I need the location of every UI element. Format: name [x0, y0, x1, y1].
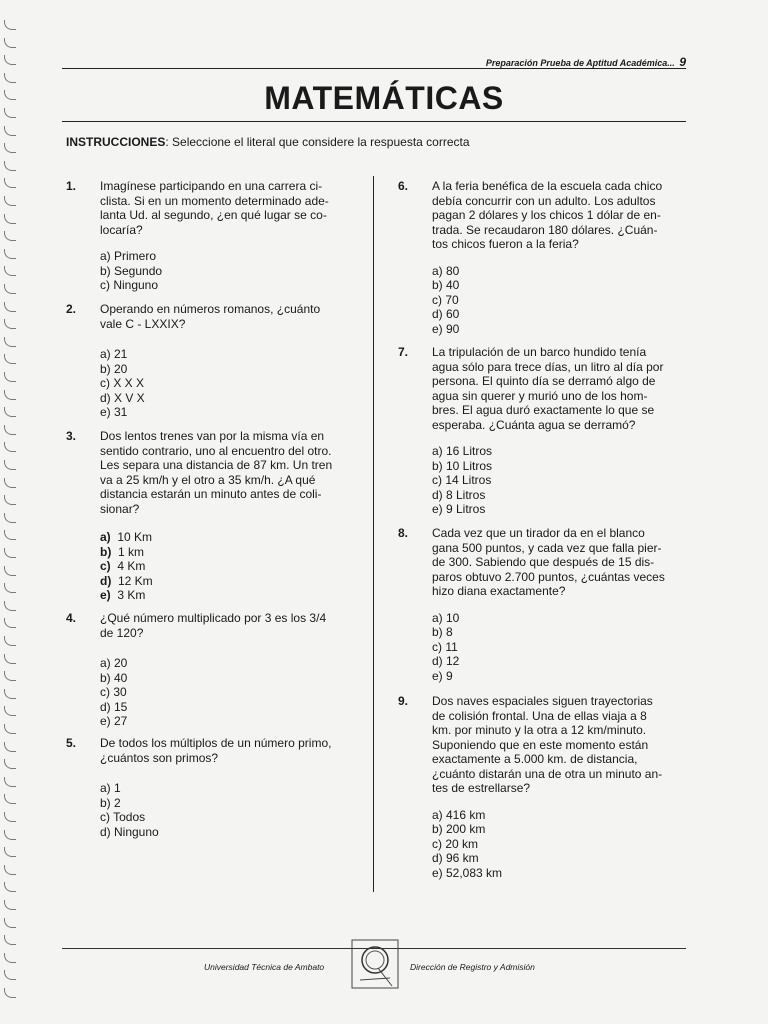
answer-options — [432, 611, 459, 684]
binding-ring — [4, 618, 16, 628]
question-line: pagan 2 dólares y los chicos 1 dólar de en- — [432, 208, 661, 222]
binding-ring — [4, 513, 16, 523]
binding-ring — [4, 266, 16, 276]
binding-ring — [4, 953, 16, 963]
binding-ring — [4, 830, 16, 840]
question-text — [100, 302, 320, 331]
question-text — [432, 345, 663, 432]
instructions-label: INSTRUCCIONES — [66, 135, 166, 149]
question-line: A la feria benéfica de la escuela cada chico — [432, 179, 663, 193]
answer-options — [100, 347, 145, 420]
binding-ring — [4, 812, 16, 822]
binding-ring — [4, 178, 16, 188]
question-line: ¿cuánto distarán una de otra un minuto an- — [432, 766, 663, 781]
answer-option: b) 10 Litros — [432, 458, 493, 473]
question-line: debía concurrir con un adulto. Los adultos — [432, 193, 656, 208]
answer-option: d) 60 — [432, 307, 460, 321]
question-line: gana 500 puntos, y cada vez que falla pier- — [432, 540, 662, 555]
answer-option: a) Primero — [100, 249, 157, 263]
question-line: Dos naves espaciales siguen trayectorias — [432, 694, 653, 708]
question-line: agua sólo para trece días, un litro al día por — [432, 359, 664, 374]
binding-ring — [4, 231, 16, 241]
question-line: Operando en números romanos, ¿cuánto — [100, 302, 321, 316]
binding-ring — [4, 196, 16, 206]
binding-ring — [4, 214, 16, 224]
answer-option: c) 14 Litros — [432, 473, 492, 487]
title-rule — [62, 121, 686, 122]
binding-ring — [4, 478, 16, 488]
binding-ring — [4, 935, 16, 945]
answer-option: a) 21 — [100, 347, 128, 361]
binding-ring — [4, 689, 16, 699]
answer-options — [432, 264, 459, 337]
question-line: La tripulación de un barco hundido tenía — [432, 345, 647, 359]
answer-options — [100, 781, 159, 839]
binding-ring — [4, 302, 16, 312]
answer-option: e) 31 — [100, 405, 128, 419]
binding-ring — [4, 918, 16, 928]
column-divider — [373, 176, 374, 892]
question-line: persona. El quinto día se derramó algo de — [432, 374, 656, 388]
answer-option: d) X V X — [100, 390, 145, 405]
answer-option: e) 27 — [100, 714, 128, 728]
question-number: 8. — [398, 526, 409, 540]
question-line: bres. El agua duró exactamente lo que se — [432, 403, 655, 417]
binding-ring — [4, 249, 16, 259]
answer-option: c) Todos — [100, 810, 146, 824]
question-number: 5. — [66, 736, 77, 750]
answer-option: b) 8 — [432, 625, 453, 639]
answer-option: e) 9 — [432, 668, 453, 683]
answer-option: b) 200 km — [432, 822, 486, 836]
binding-ring — [4, 548, 16, 558]
binding-ring — [4, 284, 16, 294]
question-number: 4. — [66, 611, 77, 625]
answer-option: b) 20 — [100, 361, 128, 376]
binding-ring — [4, 706, 16, 716]
answer-option: c) X X X — [100, 376, 145, 390]
question-line: distancia estarán un minuto antes de coli- — [100, 487, 322, 501]
binding-ring — [4, 372, 16, 382]
question-number: 3. — [66, 429, 77, 443]
binding-ring — [4, 882, 16, 892]
question-line: Suponiendo que en este momento están — [432, 737, 649, 752]
binding-ring — [4, 636, 16, 646]
option-letter: a) — [100, 530, 111, 544]
answer-options — [432, 808, 502, 881]
answer-option: a) 16 Litros — [432, 444, 493, 458]
question-line: km. por minuto y la otra a 12 km/minuto. — [432, 723, 647, 737]
binding-ring — [4, 337, 16, 347]
answer-option: c) Ninguno — [100, 278, 159, 292]
answer-option: a) 20 — [100, 656, 128, 670]
question-text — [432, 179, 662, 252]
binding-ring — [4, 460, 16, 470]
binding-ring — [4, 566, 16, 576]
running-title: Preparación Prueba de Aptitud Académica... — [485, 58, 675, 68]
question-line: paros obtuvo 2.700 puntos, ¿cuántas veces — [432, 569, 665, 584]
question-text — [100, 611, 326, 640]
binding-ring — [4, 20, 16, 30]
question-line: hizo diana exactamente? — [432, 584, 566, 598]
answer-option: a) 80 — [432, 263, 460, 278]
binding-ring — [4, 742, 16, 752]
question-line: Cada vez que un tirador da en el blanco — [432, 526, 645, 540]
binding-ring — [4, 865, 16, 875]
binding-ring — [4, 161, 16, 171]
question-text — [100, 429, 332, 516]
option-letter: b) — [100, 544, 112, 559]
answer-option: b) Segundo — [100, 263, 163, 278]
answer-option: d) 8 Litros — [432, 487, 486, 502]
answer-option: c) 30 — [100, 685, 127, 699]
option-letter: c) — [100, 559, 111, 573]
option-letter: d) — [100, 573, 112, 588]
binding-ring — [4, 900, 16, 910]
question-line: sentido contrario, uno al encuentro del otro. — [100, 443, 332, 458]
binding-ring — [4, 143, 16, 153]
answer-option: b) 40 — [432, 278, 460, 292]
answer-option: c) 4 Km — [100, 559, 146, 573]
question-text — [100, 736, 331, 765]
answer-option: a) 1 — [100, 781, 121, 795]
answer-option: d) 12 — [432, 654, 460, 668]
question-number: 2. — [66, 302, 77, 316]
answer-option: c) 11 — [432, 639, 458, 654]
question-text — [432, 694, 662, 796]
spiral-binding — [4, 20, 18, 1010]
answer-option: b) 1 km — [100, 544, 144, 559]
question-line: De todos los múltiplos de un número primo, — [100, 736, 332, 750]
answer-option: c) 20 km — [432, 836, 479, 851]
binding-ring — [4, 970, 16, 980]
answer-option: e) 90 — [432, 321, 460, 336]
binding-ring — [4, 847, 16, 857]
question-number: 7. — [398, 345, 409, 359]
answer-option: a) 416 km — [432, 807, 486, 822]
question-number: 1. — [66, 179, 77, 193]
answer-option: d) 12 Km — [100, 573, 153, 588]
question-line: de colisión frontal. Una de ellas viaja a 8 — [432, 708, 647, 723]
binding-ring — [4, 777, 16, 787]
answer-option: d) 15 — [100, 699, 128, 714]
question-line: locaría? — [100, 222, 143, 237]
question-line: vale C - LXXIX? — [100, 316, 186, 331]
question-line: de 120? — [100, 625, 144, 640]
binding-ring — [4, 38, 16, 48]
question-line: Dos lentos trenes van por la misma vía en — [100, 429, 325, 443]
question-line: ¿Qué número multiplicado por 3 es los 3/4 — [100, 611, 327, 625]
option-letter: e) — [100, 588, 111, 602]
question-line: trada. Se recaudaron 180 dólares. ¿Cuán- — [432, 222, 658, 237]
answer-option: d) 96 km — [432, 851, 479, 865]
university-seal-logo — [350, 938, 400, 990]
binding-ring — [4, 530, 16, 540]
answer-options — [100, 656, 127, 729]
binding-ring — [4, 794, 16, 804]
header-rule — [62, 68, 686, 69]
binding-ring — [4, 495, 16, 505]
answer-option: a) 10 Km — [100, 530, 153, 544]
question-line: tos chicos fueron a la feria? — [432, 237, 579, 251]
question-text — [432, 526, 665, 599]
question-line: de 300. Sabiendo que después de 15 dis- — [432, 555, 655, 569]
question-line: lanta Ud. al segundo, ¿en qué lugar se co- — [100, 208, 327, 222]
answer-options — [100, 530, 153, 603]
answer-option: e) 52,083 km — [432, 865, 503, 880]
answer-option: b) 2 — [100, 795, 121, 810]
answer-options — [432, 444, 492, 517]
binding-ring — [4, 442, 16, 452]
footer-department: Dirección de Registro y Admisión — [410, 962, 535, 972]
question-line: va a 25 km/h y el otro a 35 km/h. ¿A qué — [100, 472, 316, 487]
running-header — [486, 55, 686, 69]
binding-ring — [4, 390, 16, 400]
binding-ring — [4, 55, 16, 65]
question-line: agua sin querer y murió uno de los hom- — [432, 388, 648, 403]
question-line: Imagínese participando en una carrera ci- — [100, 179, 323, 193]
answer-option: e) 9 Litros — [432, 502, 486, 516]
answer-options — [100, 249, 162, 293]
binding-ring — [4, 671, 16, 681]
question-line: exactamente a 5.000 km. de distancia, — [432, 752, 638, 766]
instructions-text: : Seleccione el literal que considere la respuesta correcta — [165, 135, 470, 149]
answer-option: d) Ninguno — [100, 824, 159, 839]
binding-ring — [4, 354, 16, 364]
binding-ring — [4, 601, 16, 611]
question-number: 9. — [398, 694, 409, 708]
answer-option: c) 70 — [432, 292, 459, 307]
question-text — [100, 179, 329, 237]
binding-ring — [4, 407, 16, 417]
answer-option: a) 10 — [432, 610, 460, 625]
answer-option: e) 3 Km — [100, 588, 146, 602]
binding-ring — [4, 583, 16, 593]
instructions — [66, 135, 470, 149]
answer-option: b) 40 — [100, 670, 128, 685]
binding-ring — [4, 759, 16, 769]
question-line: tes de estrellarse? — [432, 781, 531, 795]
question-number: 6. — [398, 179, 409, 193]
footer-university: Universidad Técnica de Ambato — [204, 962, 325, 972]
binding-ring — [4, 724, 16, 734]
question-line: sionar? — [100, 501, 140, 516]
binding-ring — [4, 654, 16, 664]
binding-ring — [4, 425, 16, 435]
binding-ring — [4, 319, 16, 329]
question-line: ¿cuántos son primos? — [100, 750, 219, 765]
question-line: esperaba. ¿Cuánta agua se derramó? — [432, 417, 636, 432]
binding-ring — [4, 126, 16, 136]
page-number: 9 — [679, 55, 686, 69]
binding-ring — [4, 988, 16, 998]
question-line: clista. Si en un momento determinado ade- — [100, 193, 329, 208]
question-line: Les separa una distancia de 87 km. Un tren — [100, 458, 333, 472]
page-title: MATEMÁTICAS — [264, 80, 504, 116]
